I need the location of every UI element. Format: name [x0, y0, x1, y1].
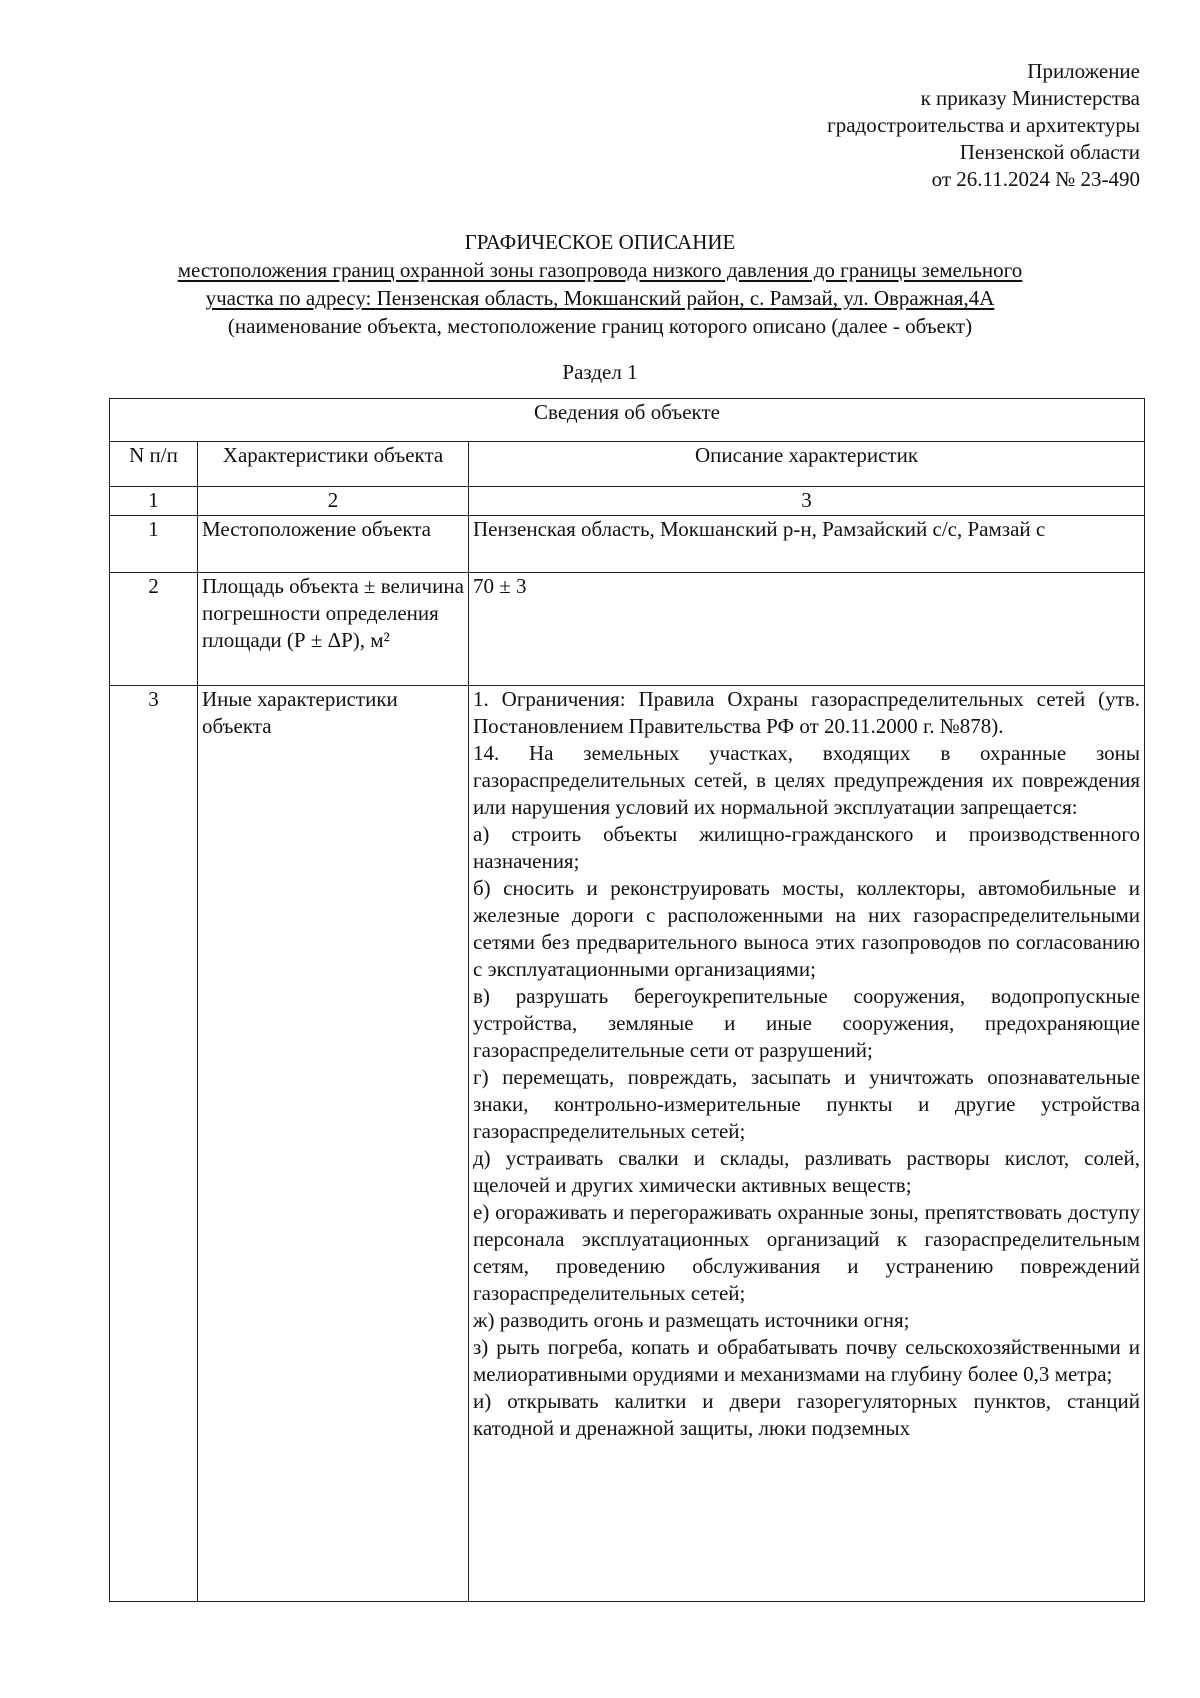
appendix-line: от 26.11.2024 № 23-490: [931, 167, 1140, 191]
appendix-line: Пензенской области: [959, 140, 1140, 164]
row-description: [469, 686, 1145, 1602]
appendix-line: к приказу Министерства: [920, 86, 1140, 110]
restriction-paragraph: в) разрушать берегоукрепительные сооружения, водопропускные устройства, земляные и иные сооружения, предохраняющие газораспределительные сети от разрушений;: [473, 984, 1140, 1062]
table-caption-row: [110, 399, 1145, 442]
row-characteristic: Иные характеристики объекта: [198, 686, 469, 1602]
appendix-line: Приложение: [1027, 59, 1140, 83]
table-caption: Сведения об объекте: [110, 399, 1145, 442]
column-number: 3: [469, 487, 1145, 516]
section-label: Раздел 1: [562, 360, 638, 384]
restriction-paragraph: 1. Ограничения: Правила Охраны газораспределительных сетей (утв. Постановлением Правительства РФ от 20.11.2000 г. №878).: [473, 687, 1140, 738]
restriction-paragraph: а) строить объекты жилищно-гражданского и производственного назначения;: [473, 822, 1140, 873]
column-header: Характеристики объекта: [198, 442, 469, 487]
row-description: 70 ± 3: [469, 573, 1145, 686]
restriction-paragraph: 14. На земельных участках, входящих в охранные зоны газораспределительных сетей, в целях предупреждения их повреждения или нарушения условий их нормальной эксплуатации запрещается:: [473, 741, 1140, 819]
object-caption: (наименование объекта, местоположение границ которого описано (далее - объект): [227, 314, 973, 338]
restriction-paragraph: е) огораживать и перегораживать охранные зоны, препятствовать доступу персонала эксплуатационных организаций к газораспределительным сетям, проведению обслуживания и устранению повреждений газораспределительных сетей;: [473, 1200, 1140, 1305]
row-number: 1: [110, 516, 198, 573]
column-number: 2: [198, 487, 469, 516]
restriction-paragraph: ж) разводить огонь и размещать источники огня;: [473, 1308, 910, 1332]
restriction-paragraph: и) открывать калитки и двери газорегуляторных пунктов, станций катодной и дренажной защиты, люки подземных: [473, 1389, 1140, 1440]
column-header: Описание характеристик: [469, 442, 1145, 487]
column-number-row: [110, 487, 1145, 516]
column-header: N п/п: [110, 442, 198, 487]
restriction-paragraph: з) рыть погреба, копать и обрабатывать почву сельскохозяйственными и мелиоративными орудиями и механизмами на глубину более 0,3 метра;: [473, 1335, 1140, 1386]
row-description: Пензенская область, Мокшанский р-н, Рамзайский с/с, Рамзай с: [469, 516, 1145, 573]
row-number: 3: [110, 686, 198, 1602]
table-row: [110, 516, 1145, 573]
appendix-line: градостроительства и архитектуры: [827, 113, 1140, 137]
row-characteristic: Площадь объекта ± величина погрешности определения площади (Р ± ΔР), м²: [198, 573, 469, 686]
restriction-paragraph: г) перемещать, повреждать, засыпать и уничтожать опознавательные знаки, контрольно-измерительные пункты и другие устройства газораспределительных сетей;: [473, 1065, 1140, 1143]
restriction-paragraph: д) устраивать свалки и склады, разливать растворы кислот, солей, щелочей и других химически активных веществ;: [473, 1146, 1140, 1197]
table-row: [110, 573, 1145, 686]
document-title: ГРАФИЧЕСКОЕ ОПИСАНИЕ: [464, 230, 736, 254]
title-block: [60, 228, 1140, 340]
row-number: 2: [110, 573, 198, 686]
appendix-block: [620, 58, 1140, 193]
restriction-paragraph: б) сносить и реконструировать мосты, коллекторы, автомобильные и железные дороги с расположенными на них газораспределительными сетями без предварительного выноса этих газопроводов по согласованию с эксплуатационными организациями;: [473, 876, 1140, 981]
object-name-line: участка по адресу: Пензенская область, Мокшанский район, с. Рамзай, ул. Овражная,4А: [205, 286, 995, 310]
object-info-table: [109, 398, 1145, 1602]
object-name-line: местоположения границ охранной зоны газопровода низкого давления до границы земельного: [177, 258, 1023, 282]
table-header-row: [110, 442, 1145, 487]
column-number: 1: [110, 487, 198, 516]
row-characteristic: Местоположение объекта: [198, 516, 469, 573]
table-row: [110, 686, 1145, 1602]
